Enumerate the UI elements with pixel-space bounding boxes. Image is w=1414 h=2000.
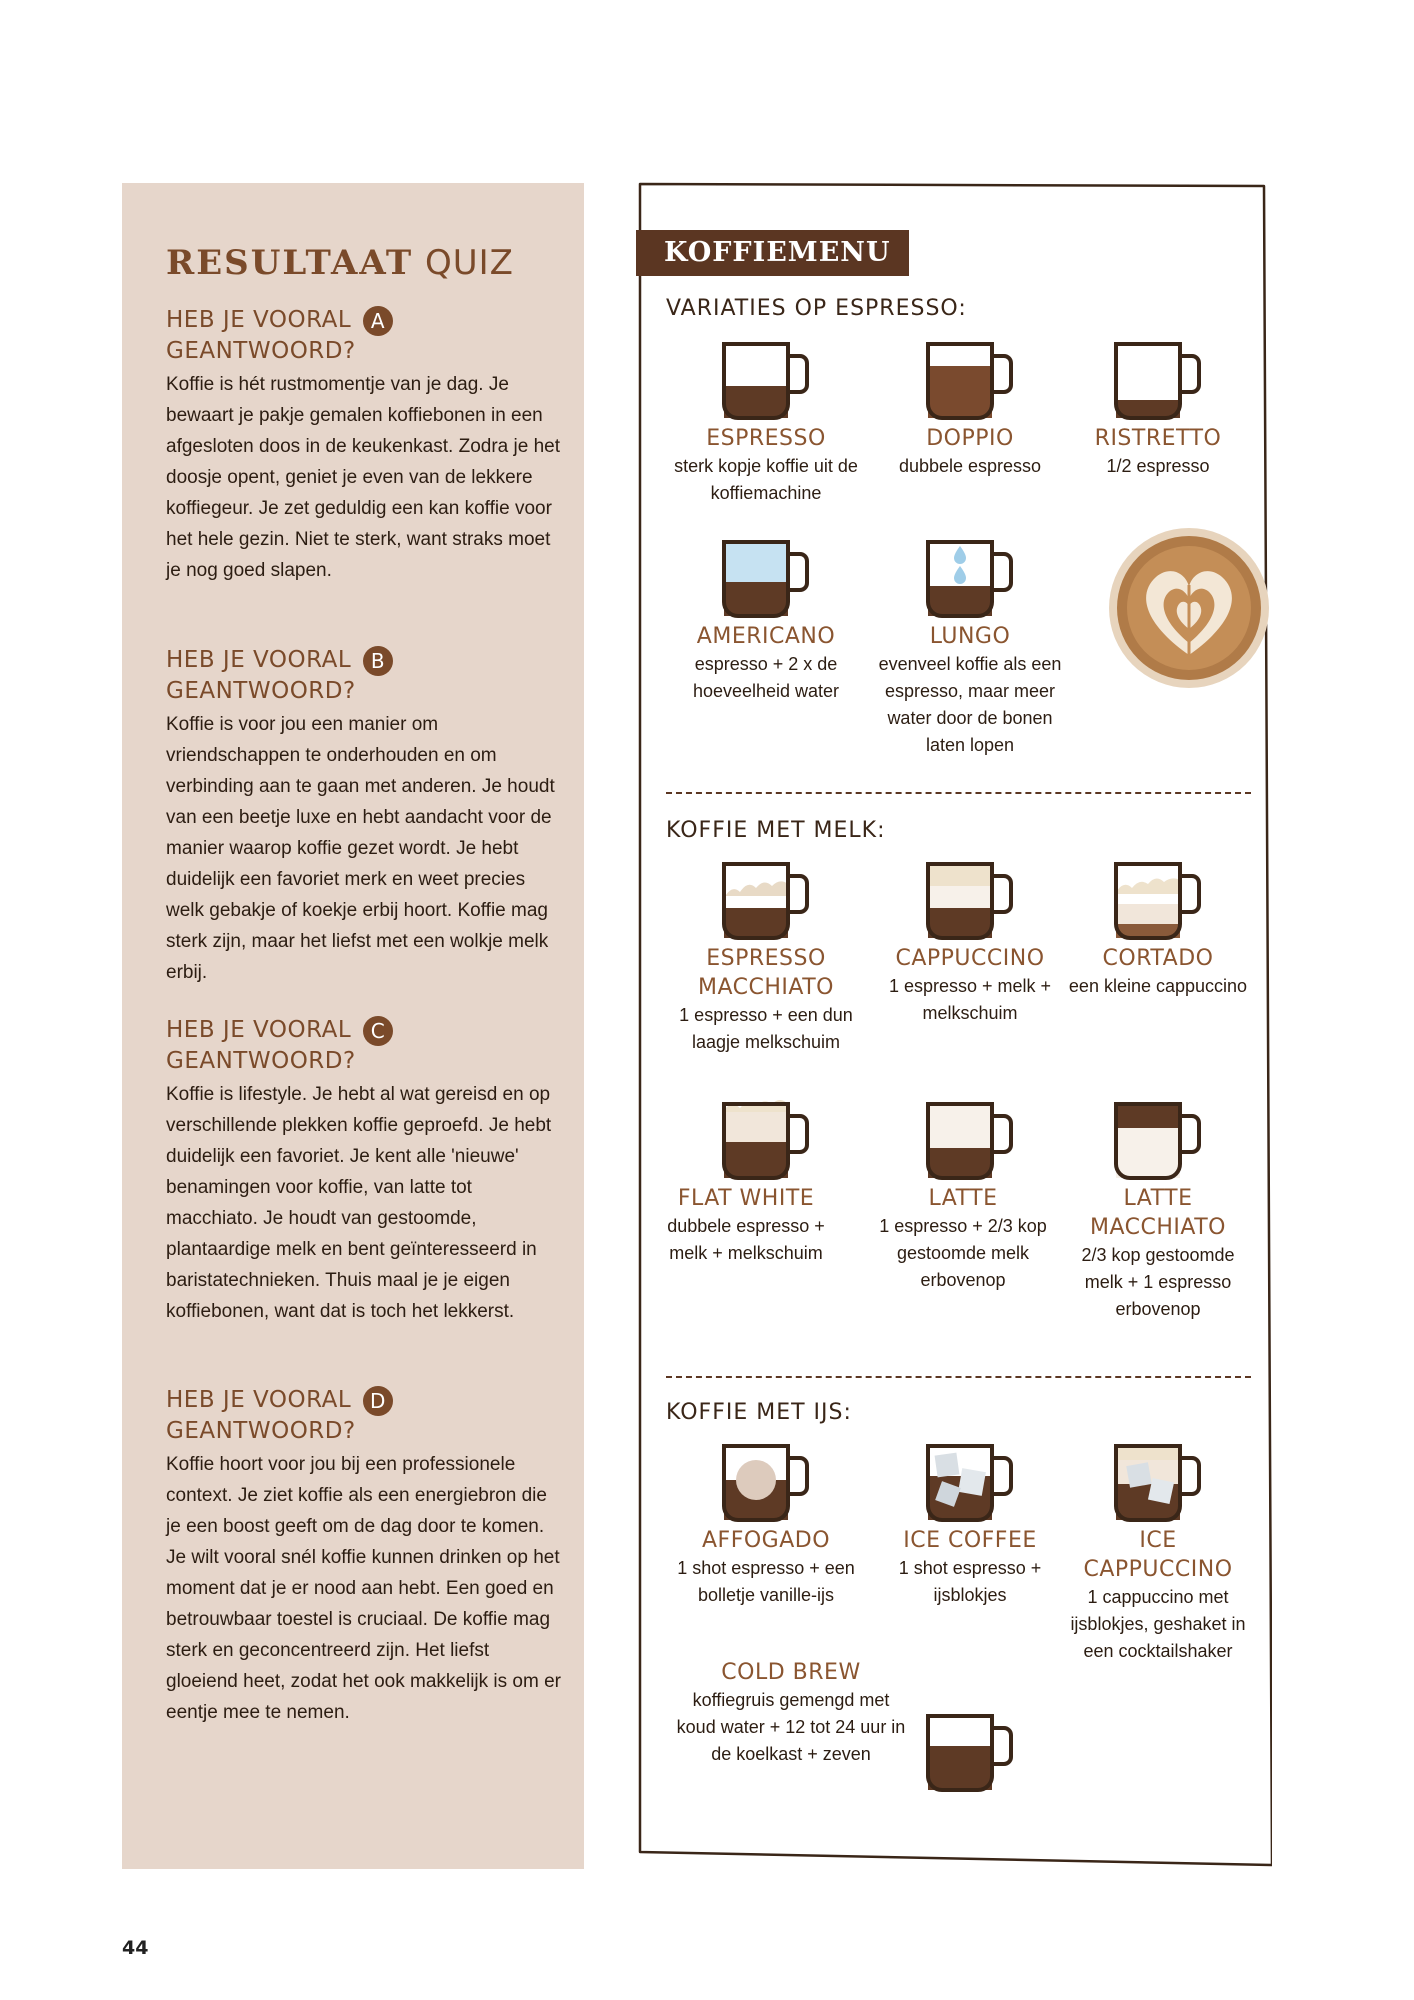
quiz-result-text: Koffie is voor jou een manier om vriendschappen te onderhouden en om verbinding aan te gaan met anderen. Je houdt van een beetje luxe en hebt aandacht voor de manier waarop koffie gezet wordt. Je hebt duidelijk een favoriet merk en weet precies welk gebakje of koekje erbij hoort. Koffie mag sterk zijn, maar het liefst met een wolkje melk erbij. <box>166 714 555 983</box>
section-heading-espresso: VARIATIES OP ESPRESSO: <box>666 296 967 321</box>
section-divider <box>666 1376 1251 1378</box>
cappuccino-cup-icon <box>922 858 1018 944</box>
latte-cup-icon <box>922 1098 1018 1184</box>
item-name: CORTADO <box>1102 946 1214 971</box>
menu-item-lungo <box>875 622 1065 759</box>
item-desc: 1 espresso + een dun laagje melkschuim <box>679 1005 853 1052</box>
item-name: LATTE <box>928 1186 998 1211</box>
section-divider <box>666 792 1251 794</box>
menu-item-ice-coffee <box>875 1526 1065 1609</box>
menu-item-ristretto <box>1063 424 1253 480</box>
quiz-result-b <box>166 645 566 988</box>
item-name: RISTRETTO <box>1094 426 1222 451</box>
coffee-menu-card <box>636 180 1272 1870</box>
item-desc: koffiegruis gemengd met koud water + 12 tot 24 uur in de koelkast + zeven <box>676 1690 906 1764</box>
quiz-panel <box>122 183 584 1869</box>
quiz-result-heading: HEB JE VOORAL B GEANTWOORD? <box>166 645 566 707</box>
espresso-cup-icon <box>718 338 814 424</box>
item-desc: 1 shot espresso + een bolletje vanille-ijs <box>677 1558 855 1605</box>
cold-brew-cup-icon <box>922 1710 1018 1796</box>
ristretto-cup-icon <box>1110 338 1206 424</box>
item-desc: dubbele espresso <box>898 456 1042 476</box>
menu-item-americano <box>671 622 861 705</box>
answer-letter-badge: C <box>363 1016 393 1046</box>
answer-letter-badge: D <box>363 1386 393 1416</box>
quiz-result-text: Koffie hoort voor jou bij een professionele context. Je ziet koffie als een energiebron die je een boost geeft om de dag door te komen. Je wilt vooral snél koffie kunnen drinken op het moment dat je er nood aan hebt. Een goed en betrouwbaar toestel is cruciaal. De koffie mag sterk en geconcentreerd zijn. Het liefst gloeiend heet, zodat het ook makkelijk is om er eentje mee te nemen. <box>166 1454 561 1723</box>
menu-item-latte-macchiato <box>1063 1184 1253 1323</box>
doppio-cup-icon <box>922 338 1018 424</box>
menu-item-espresso-macchiato <box>671 944 861 1056</box>
latte-macchiato-cup-icon <box>1110 1098 1206 1184</box>
menu-item-cappuccino <box>875 944 1065 1027</box>
flat-white-cup-icon <box>718 1098 814 1184</box>
section-heading-ice: KOFFIE MET IJS: <box>666 1400 852 1425</box>
item-desc: espresso + 2 x de hoeveelheid water <box>692 654 840 701</box>
item-name: ESPRESSO MACCHIATO <box>698 946 834 1000</box>
cortado-cup-icon <box>1110 858 1206 944</box>
answer-letter-badge: B <box>363 646 393 676</box>
item-name: LATTE MACCHIATO <box>1090 1186 1226 1240</box>
item-name: AFFOGADO <box>701 1528 831 1553</box>
item-desc: 1 espresso + melk + melkschuim <box>888 976 1052 1023</box>
page-number: 44 <box>122 1937 149 1959</box>
ice-coffee-cup-icon <box>922 1440 1018 1526</box>
item-name: AMERICANO <box>696 624 836 649</box>
item-name: ICE CAPPUCCINO <box>1083 1528 1233 1582</box>
quiz-result-heading: HEB JE VOORAL A GEANTWOORD? <box>166 305 566 367</box>
item-desc: 1 shot espresso + ijsblokjes <box>898 1558 1042 1605</box>
quiz-result-c <box>166 1015 566 1327</box>
answer-letter-badge: A <box>363 306 393 336</box>
quiz-result-a <box>166 305 566 586</box>
affogado-cup-icon <box>718 1440 814 1526</box>
item-name: ICE COFFEE <box>903 1528 1037 1553</box>
item-name: COLD BREW <box>721 1660 861 1685</box>
menu-item-latte <box>868 1184 1058 1294</box>
item-name: DOPPIO <box>926 426 1014 451</box>
item-desc: een kleine cappuccino <box>1068 976 1248 996</box>
quiz-result-text: Koffie is hét rustmomentje van je dag. Je bewaart je pakje gemalen koffiebonen in een afgesloten doos in de keukenkast. Zodra je het doosje opent, geniet je even van de lekkere koffiegeur. Je zet geduldig een kan koffie voor het hele gezin. Niet te sterk, want straks moet je nog goed slapen. <box>166 374 560 581</box>
item-desc: 2/3 kop gestoomde melk + 1 espresso erbovenop <box>1081 1245 1235 1319</box>
menu-item-ice-cappuccino <box>1063 1526 1253 1665</box>
item-name: FLAT WHITE <box>677 1186 815 1211</box>
item-desc: 1/2 espresso <box>1106 456 1210 476</box>
quiz-result-text: Koffie is lifestyle. Je hebt al wat gereisd en op verschillende plekken koffie geproefd. Je hebt duidelijk een favoriet. Je kent alle 'nieuwe' benamingen voor koffie, van latte tot macchiato. Je houdt van gestoomde, plantaardige melk en bent geïnteresseerd in baristatechnieken. Thuis maal je je eigen koffiebonen, want dat is toch het lekkerst. <box>166 1084 552 1322</box>
menu-item-cortado <box>1063 944 1253 1000</box>
item-name: ESPRESSO <box>706 426 826 451</box>
item-name: CAPPUCCINO <box>895 946 1045 971</box>
lungo-cup-icon <box>922 536 1018 622</box>
quiz-result-heading: HEB JE VOORAL D GEANTWOORD? <box>166 1385 566 1447</box>
item-desc: sterk kopje koffie uit de koffiemachine <box>674 456 858 503</box>
ice-cappuccino-cup-icon <box>1110 1440 1206 1526</box>
menu-item-doppio <box>875 424 1065 480</box>
menu-item-affogado <box>671 1526 861 1609</box>
section-heading-milk: KOFFIE MET MELK: <box>666 818 886 843</box>
menu-item-espresso <box>671 424 861 507</box>
item-desc: 1 cappuccino met ijsblokjes, geshaket in een cocktailshaker <box>1070 1587 1246 1661</box>
quiz-title: RESULTAAT QUIZ <box>166 243 514 283</box>
menu-item-cold-brew <box>676 1658 906 1768</box>
item-name: LUNGO <box>929 624 1011 649</box>
quiz-result-d <box>166 1385 566 1728</box>
quiz-result-heading: HEB JE VOORAL C GEANTWOORD? <box>166 1015 566 1077</box>
menu-title: KOFFIEMENU <box>636 230 909 276</box>
item-desc: dubbele espresso + melk + melkschuim <box>667 1216 825 1263</box>
latte-art-icon <box>1106 525 1272 691</box>
espresso-macchiato-cup-icon <box>718 858 814 944</box>
item-desc: 1 espresso + 2/3 kop gestoomde melk erbovenop <box>879 1216 1047 1290</box>
item-desc: evenveel koffie als een espresso, maar meer water door de bonen laten lopen <box>878 654 1062 755</box>
americano-cup-icon <box>718 536 814 622</box>
menu-item-flat-white <box>651 1184 841 1267</box>
